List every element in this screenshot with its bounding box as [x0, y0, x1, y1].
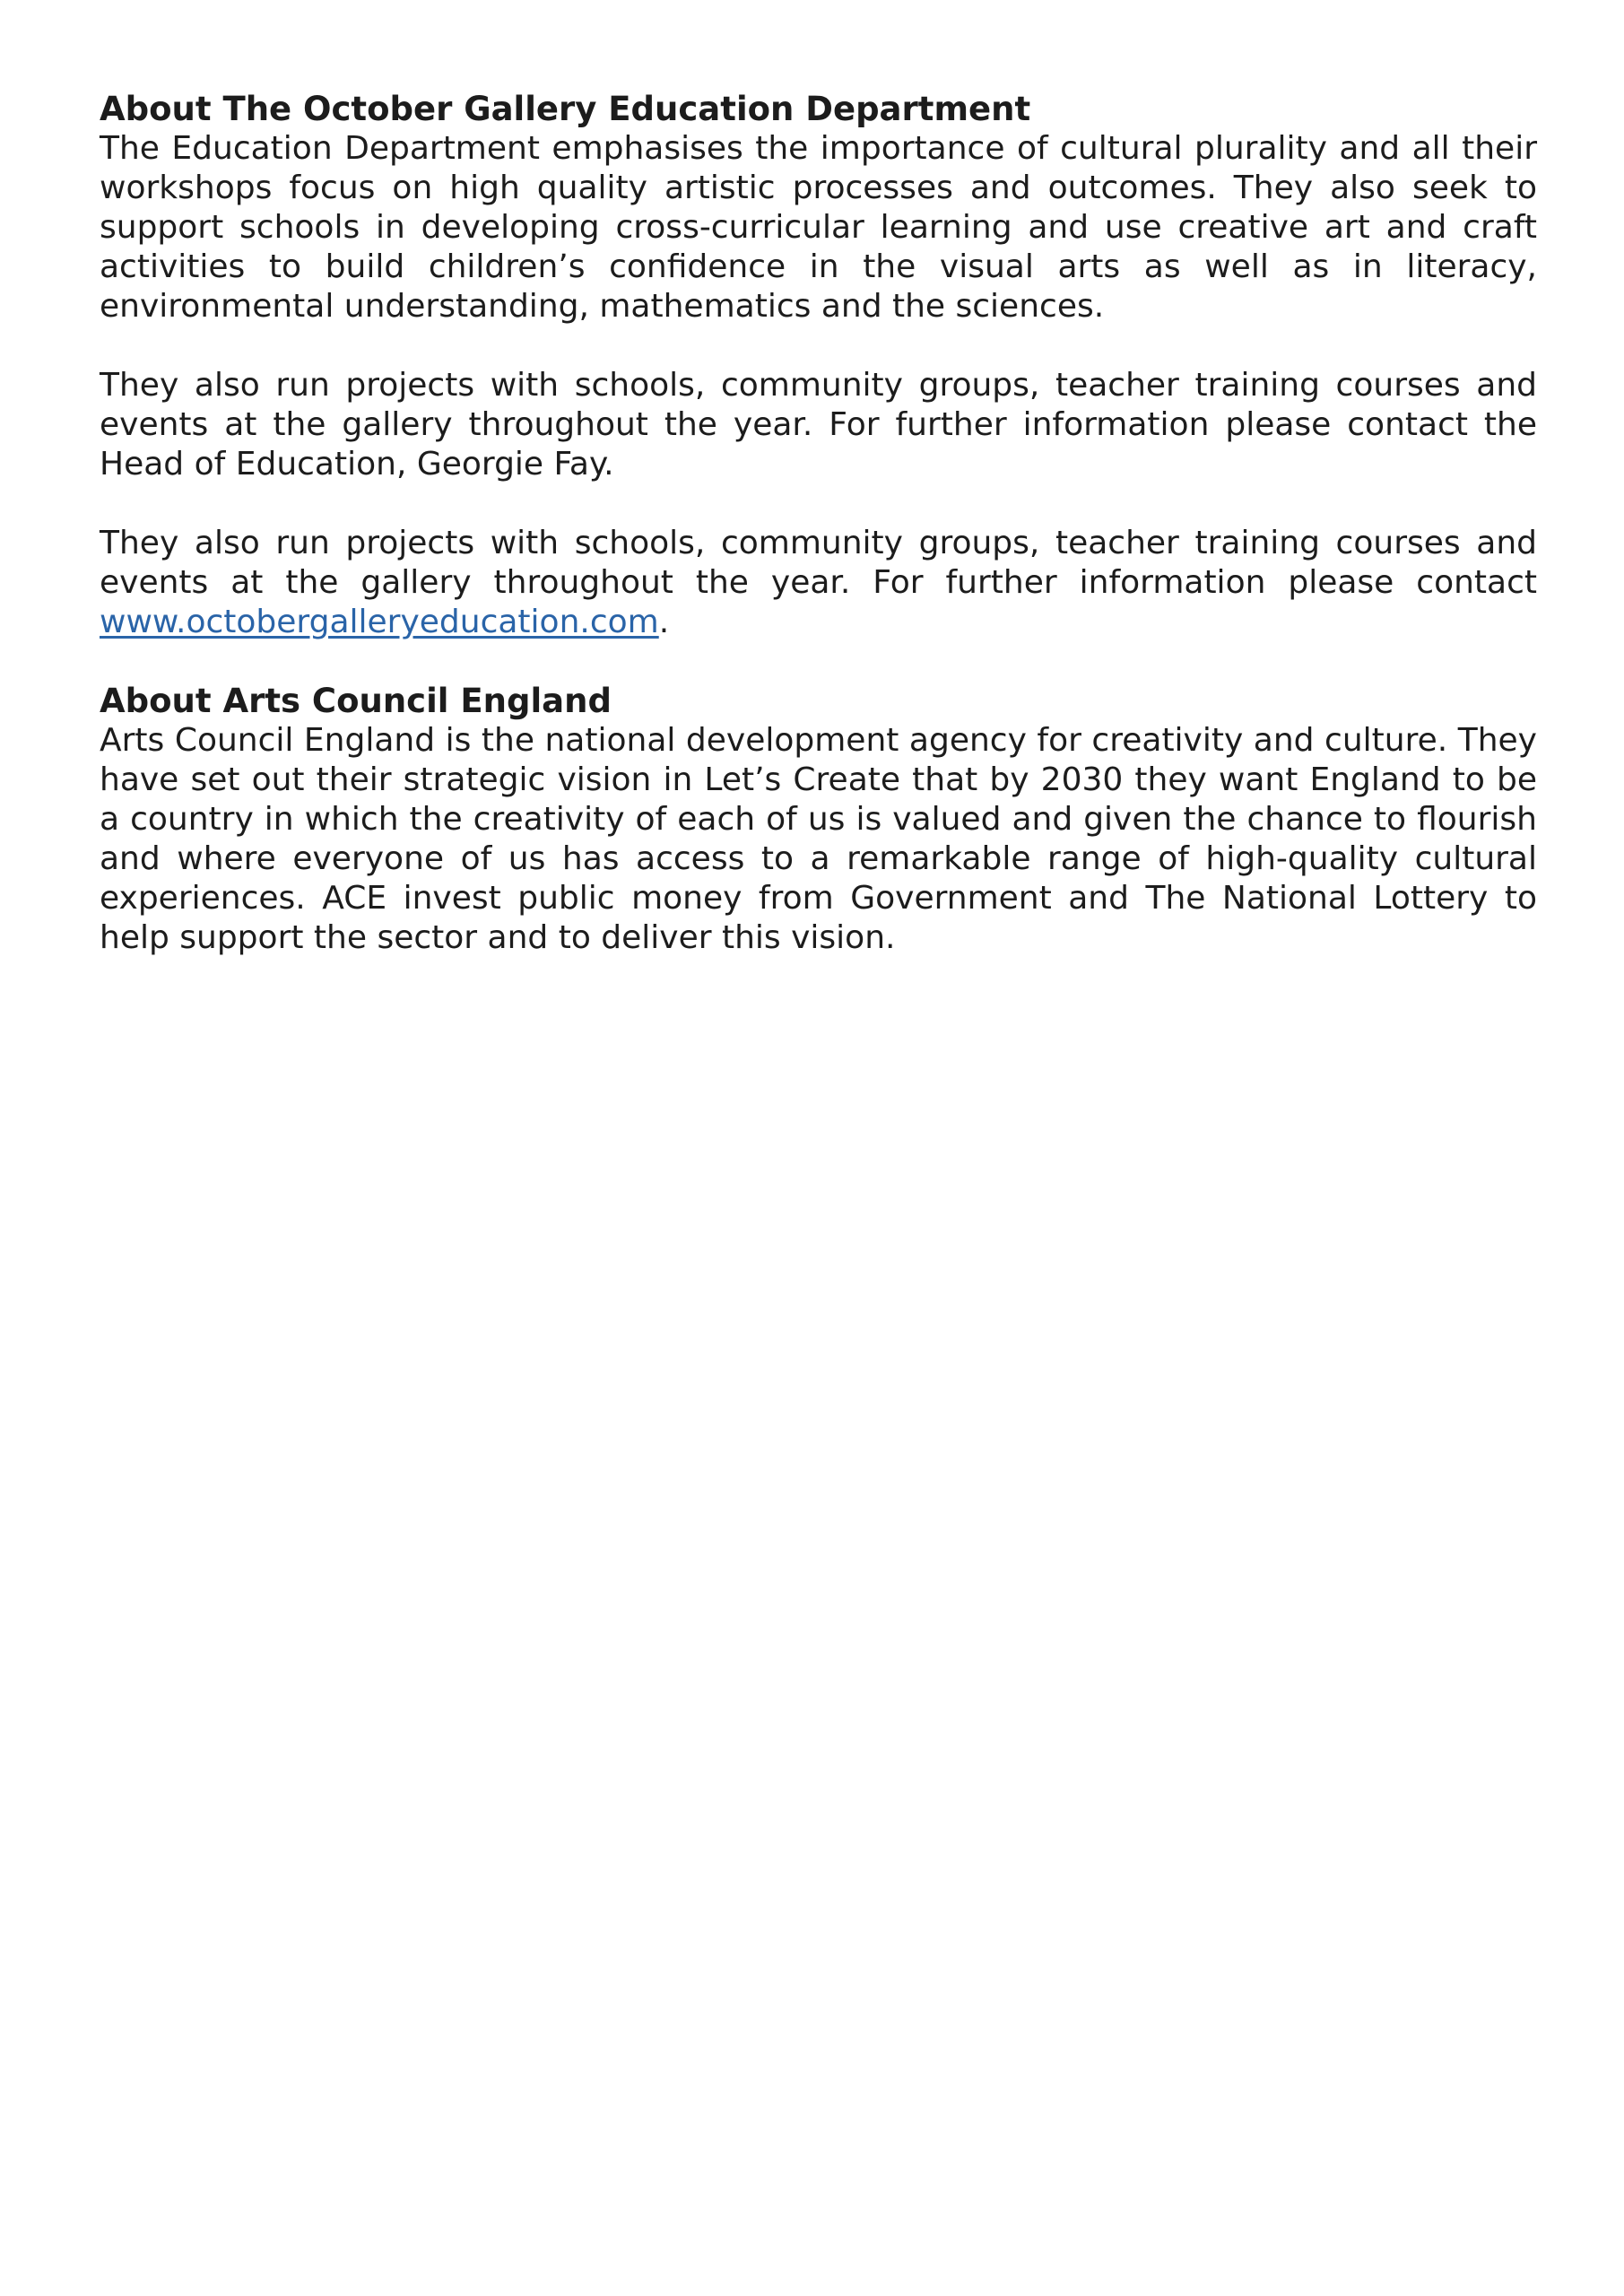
paragraph-spacer — [100, 484, 1537, 524]
october-gallery-education-link[interactable]: www.octobergalleryeducation.com — [100, 604, 659, 640]
paragraph-spacer — [100, 642, 1537, 682]
paragraph-projects-contact-web — [100, 524, 1537, 642]
paragraph-projects-contact-head: They also run projects with schools, community groups, teacher training courses and events at the gallery throughout the year. For further information please contact the Head of Education, Georgie Fay. — [100, 367, 1537, 483]
section-heading-arts-council: About Arts Council England — [100, 682, 612, 720]
paragraph-projects-text: They also run projects with schools, community groups, teacher training courses and events at the gallery throughout the year. For further information please contact — [100, 525, 1537, 601]
paragraph-arts-council: Arts Council England is the national development agency for creativity and culture. They have set out their strategic vision in Let’s Create that by 2030 they want England to be a country in which the creativity of each of us is valued and given the chance to flourish and where everyone of us has access to a remarkable range of high-quality cultural experiences. ACE invest public money from Government and The National Lottery to help support the sector and to deliver this vision. — [100, 722, 1537, 956]
paragraph-education-department: The Education Department emphasises the importance of cultural plurality and all their workshops focus on high quality artistic processes and outcomes. They also seek to support schools in developing cross-curricular learning and use creative art and craft activities to build children’s confidence in the visual arts as well as in literacy, environmental understanding, mathematics and the sciences. — [100, 130, 1537, 325]
paragraph-spacer — [100, 326, 1537, 366]
paragraph-end-period: . — [658, 604, 670, 640]
document-page — [100, 90, 1537, 958]
section-heading-october-gallery: About The October Gallery Education Department — [100, 90, 1031, 128]
